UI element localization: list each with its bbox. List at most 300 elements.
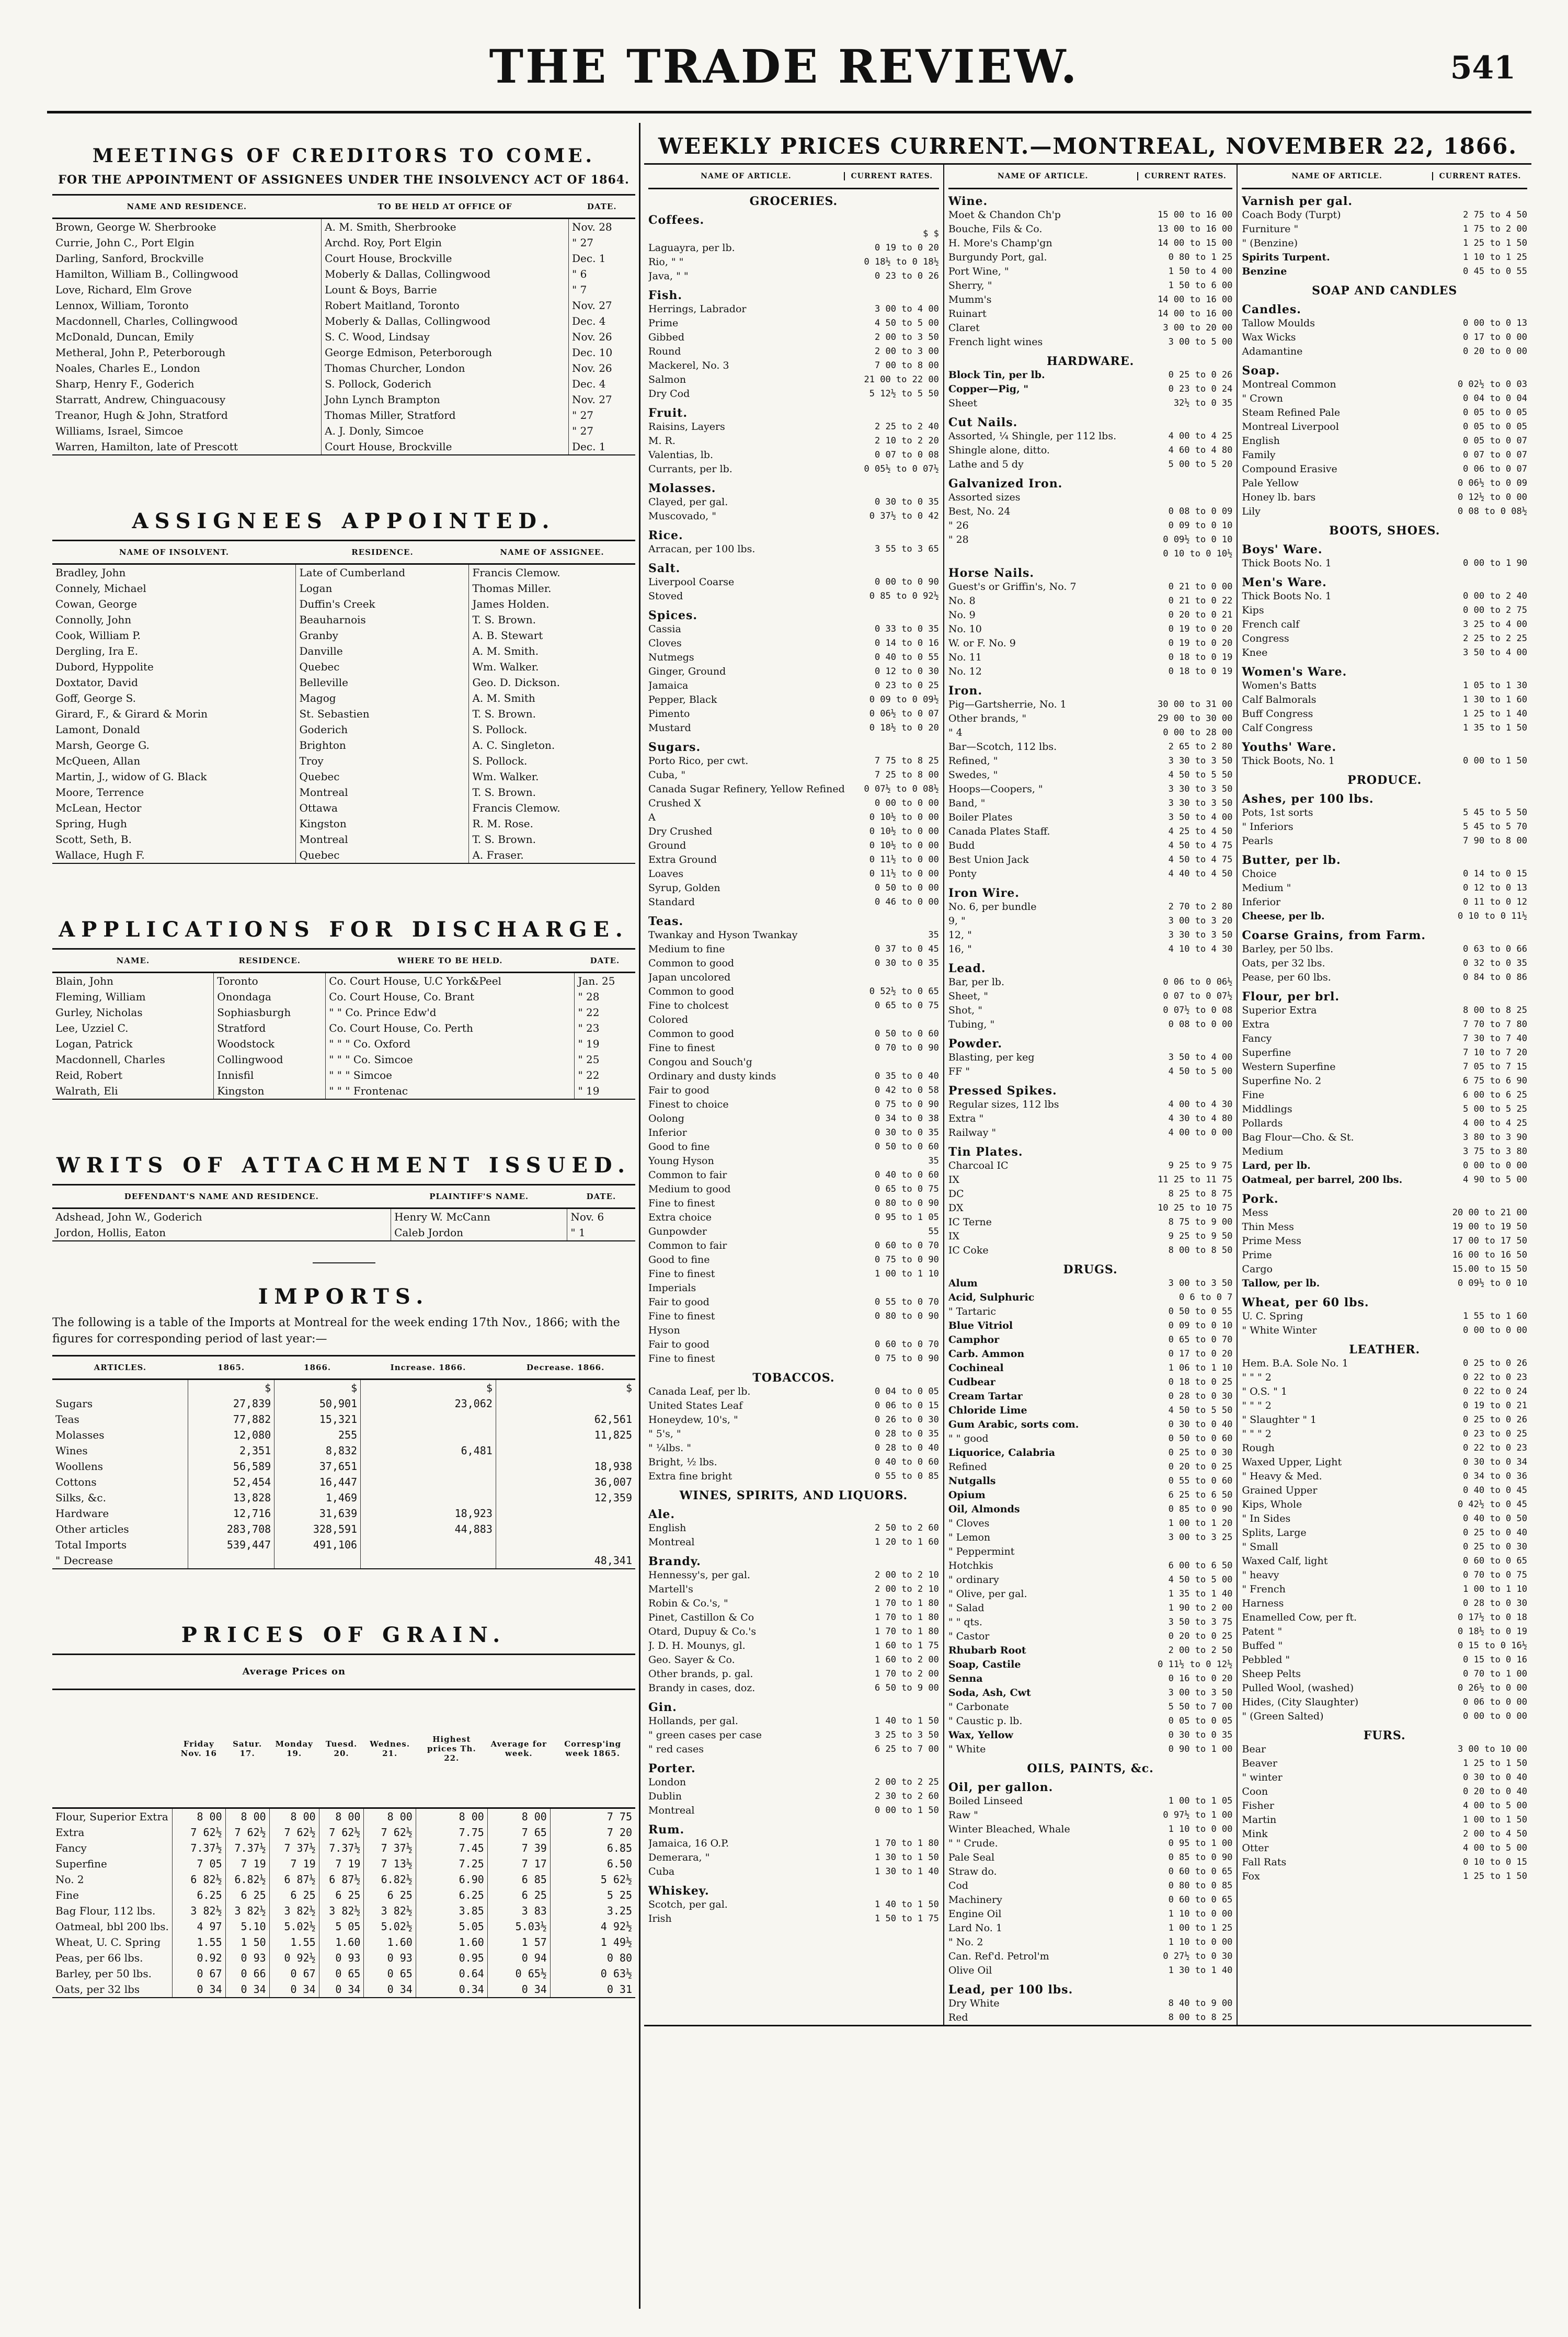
article-name: Inferior [1242, 896, 1281, 908]
price-row [648, 1898, 939, 1912]
price-row [948, 1672, 1233, 1686]
article-rate: 0 09½ to 0 10 [1163, 534, 1233, 545]
article-rate: 0 40 to 0 55 [874, 652, 939, 663]
article-rate: 32½ to 0 35 [1173, 398, 1233, 408]
row-label: Dergling, Ira E. [52, 643, 296, 659]
article-rate: 1 60 to 1 75 [874, 1640, 939, 1651]
article-name: " 28 [948, 534, 969, 545]
category-heading: Coarse Grains, from Farm. [1242, 929, 1426, 942]
price-row [1242, 895, 1527, 909]
article-rate: 3 50 to 4 00 [1463, 647, 1527, 658]
row-label: Blain, John [52, 973, 214, 989]
article-rate: 0 18½ to 0 20 [869, 723, 939, 733]
price-row [1242, 330, 1527, 345]
table-cell: Nov. 6 [570, 1211, 604, 1223]
table-row [52, 266, 635, 282]
row-label: Bradley, John [52, 564, 296, 581]
article-name: Harness [1242, 1598, 1284, 1609]
price-row [1242, 1625, 1527, 1639]
article-rate: 3 00 to 3 50 [1168, 1688, 1233, 1698]
price-row [948, 989, 1233, 1004]
table-cell: 18,938 [594, 1460, 632, 1473]
article-name: Bar—Scotch, 112 lbs. [948, 741, 1057, 753]
table-row [52, 1887, 635, 1903]
article-rate: 1 30 to 1 40 [1168, 1965, 1233, 1976]
article-name: " Olive, per gal. [948, 1588, 1027, 1600]
column-header: DATE. [575, 949, 635, 973]
article-name: London [648, 1776, 686, 1788]
table-cell: 8 00 [364, 1808, 416, 1825]
table-cell: 7 37½ [269, 1840, 319, 1856]
article-name: No. 8 [948, 595, 976, 607]
article-rate: 8 00 to 8 25 [1463, 1005, 1527, 1016]
article-name: " Cloves [948, 1518, 990, 1529]
article-rate: 0 17 to 0 00 [1463, 332, 1527, 343]
table-row [52, 564, 635, 581]
article-rate: 6 00 to 6 25 [1463, 1090, 1527, 1100]
table-cell: 0 31 [550, 1981, 635, 1998]
article-name: Chloride Lime [948, 1405, 1027, 1416]
article-rate: 0 30 to 0 35 [1168, 1730, 1233, 1740]
column-header: Tuesd. 20. [319, 1689, 364, 1808]
price-row [648, 999, 939, 1013]
table-cell: 8 00 [225, 1808, 269, 1825]
writs-title: WRITS OF ATTACHMENT ISSUED. [56, 1153, 632, 1178]
table-cell: 0 93 [225, 1950, 269, 1966]
price-row [648, 1084, 939, 1098]
price-row [648, 1625, 939, 1639]
price-row [1242, 1813, 1527, 1827]
table-cell: 12,359 [594, 1491, 632, 1504]
article-name: Crushed X [648, 797, 701, 809]
article-rate: 0 28 to 0 35 [874, 1429, 939, 1439]
price-row [948, 839, 1233, 853]
price-row [1242, 618, 1527, 632]
article-rate: 1 40 to 1 50 [874, 1899, 939, 1910]
table-row [52, 1966, 635, 1981]
table-cell: Danville [296, 643, 469, 659]
table-cell: 0 34 [225, 1981, 269, 1998]
table-cell [188, 1553, 274, 1569]
table-cell: 7 19 [269, 1856, 319, 1872]
price-row [648, 1041, 939, 1055]
price-row [948, 1997, 1233, 2011]
table-cell [361, 1458, 496, 1474]
table-cell: 6 25 [487, 1887, 550, 1903]
article-rate: 0 20 to 0 40 [1463, 1786, 1527, 1797]
article-rate: 0 42½ to 0 45 [1457, 1499, 1527, 1510]
article-rate: 0 12½ to 0 00 [1457, 492, 1527, 503]
article-rate: 0 37 to 0 45 [874, 944, 939, 954]
article-name: Bar, per lb. [948, 976, 1004, 988]
price-row [948, 712, 1233, 726]
article-rate: 17 00 to 17 50 [1452, 1236, 1527, 1246]
price-row [1242, 1681, 1527, 1695]
article-name: Soda, Ash, Cwt [948, 1687, 1031, 1698]
article-rate: 0 50 to 0 55 [1168, 1306, 1233, 1317]
article-name: Ordinary and dusty kinds [648, 1070, 776, 1082]
article-name: Blue Vitriol [948, 1320, 1013, 1331]
article-rate: 0 10 to 0 15 [1463, 1857, 1527, 1867]
discharge-table [52, 948, 635, 1100]
price-row [1242, 1131, 1527, 1145]
table-cell: 7.37½ [172, 1840, 225, 1856]
price-row [1242, 1234, 1527, 1248]
article-name: Sheep Pelts [1242, 1668, 1301, 1680]
row-label: Sharp, Henry F., Goderich [52, 376, 322, 392]
table-cell: 4 97 [172, 1919, 225, 1934]
row-label: Fancy [52, 1840, 172, 1856]
table-cell: Beauharnois [296, 612, 469, 628]
article-name: Common to good [648, 1028, 735, 1040]
table-cell: 7 13½ [364, 1856, 416, 1872]
price-row [948, 1159, 1233, 1173]
article-rate: 0 06 to 0 06½ [1163, 977, 1233, 987]
article-rate: 1 25 to 1 50 [1463, 238, 1527, 248]
table-cell: 7.25 [416, 1856, 487, 1872]
price-row [948, 1893, 1233, 1907]
article-rate: 0 09 to 0 10 [1168, 520, 1233, 531]
article-rate: 7 30 to 7 40 [1463, 1033, 1527, 1044]
article-rate: 0 12 to 0 30 [874, 666, 939, 677]
row-label: Lennox, William, Toronto [52, 298, 322, 313]
article-name: " 5's, " [648, 1428, 681, 1440]
category-heading: Women's Ware. [1242, 665, 1347, 679]
article-rate: 8 75 to 9 00 [1168, 1217, 1233, 1227]
article-name: Medium to fine [648, 943, 725, 955]
table-cell: 7 62½ [319, 1825, 364, 1840]
article-rate: 21 00 to 22 00 [864, 374, 939, 385]
price-row [648, 1469, 939, 1484]
price-row [648, 1309, 939, 1324]
price-row [948, 1935, 1233, 1950]
price-row [948, 1004, 1233, 1018]
article-rate: 1 10 to 0 00 [1168, 1824, 1233, 1834]
category-heading: Youths' Ware. [1242, 740, 1337, 754]
table-cell: 0 65 [364, 1966, 416, 1981]
article-name: Thick Boots No. 1 [1242, 590, 1332, 602]
table-cell: Thomas Miller. [472, 582, 552, 595]
article-name: Muscovado, " [648, 510, 717, 522]
article-rate: 0 52½ to 0 65 [869, 986, 939, 997]
article-rate: 5 45 to 5 70 [1463, 822, 1527, 832]
article-name: Lathe and 5 dy [948, 459, 1024, 470]
article-rate: 0 40 to 0 60 [874, 1170, 939, 1180]
row-label: Dubord, Hyppolite [52, 659, 296, 675]
price-row [1242, 942, 1527, 956]
price-row [948, 1587, 1233, 1601]
article-name: Gibbed [648, 332, 684, 343]
article-name: Montreal [648, 1805, 695, 1816]
table-cell: Nov. 26 [572, 330, 612, 343]
price-row [948, 651, 1233, 665]
prices-column-header [648, 165, 939, 189]
table-cell: Caleb Jordon [391, 1225, 567, 1241]
row-label: Noales, Charles E., London [52, 360, 322, 376]
price-row [648, 754, 939, 768]
article-name: " 4 [948, 727, 963, 738]
rates-header: CURRENT RATES. [844, 172, 939, 180]
article-rate: 1 00 to 1 10 [1463, 1584, 1527, 1594]
article-name: Montreal Liverpool [1242, 421, 1339, 432]
price-row [1242, 632, 1527, 646]
column-header: DATE. [569, 195, 635, 219]
price-row [648, 707, 939, 721]
price-row [948, 608, 1233, 622]
prices-column [644, 165, 944, 2025]
article-name: Fair to good [648, 1085, 709, 1096]
price-row [1242, 556, 1527, 571]
article-name: Sheet [948, 397, 978, 409]
rates-header: CURRENT RATES. [1137, 172, 1232, 180]
price-row [648, 1535, 939, 1549]
category-heading: Porter. [648, 1762, 696, 1775]
article-rate: 30 00 to 31 00 [1158, 699, 1233, 710]
article-name: Oatmeal, per barrel, 200 lbs. [1242, 1174, 1403, 1185]
table-row [52, 659, 635, 675]
table-cell: 0 92½ [269, 1950, 319, 1966]
table-row [52, 1840, 635, 1856]
article-name: Demerara, " [648, 1852, 710, 1863]
table-row [52, 1474, 635, 1490]
table-cell: Belleville [296, 675, 469, 690]
article-rate: 0 14 to 0 15 [1463, 869, 1527, 879]
table-cell: Nov. 27 [572, 299, 612, 312]
price-row [1242, 462, 1527, 476]
article-rate: 0 20 to 0 25 [1168, 1462, 1233, 1472]
article-name: No. 10 [948, 623, 982, 635]
article-name: Bag Flour—Cho. & St. [1242, 1132, 1354, 1143]
table-cell: 7 19 [319, 1856, 364, 1872]
article-rate: 4 00 to 0 00 [1168, 1127, 1233, 1138]
article-rate: 0 05 to 0 05 [1463, 421, 1527, 432]
price-row [648, 1597, 939, 1611]
price-row [648, 928, 939, 942]
table-row [52, 1950, 635, 1966]
table-cell: " " Co. Prince Edw'd [326, 1005, 575, 1020]
price-row [1242, 1399, 1527, 1413]
row-label: Warren, Hamilton, late of Prescott [52, 439, 322, 455]
price-row [648, 636, 939, 651]
article-rate: 0 05 to 0 07 [1463, 436, 1527, 446]
article-rate: 2 70 to 2 80 [1168, 902, 1233, 912]
article-name: Inferior [648, 1127, 687, 1138]
article-rate: 0 20 to 0 21 [1168, 610, 1233, 620]
article-name: IX [948, 1230, 959, 1242]
article-rate: 0 23 to 0 25 [1463, 1429, 1527, 1439]
article-rate: 4 30 to 4 80 [1168, 1113, 1233, 1124]
article-name: Scotch, per gal. [648, 1899, 728, 1910]
table-row [52, 439, 635, 455]
price-row [1242, 1116, 1527, 1131]
table-cell: Logan [296, 580, 469, 596]
table-cell: " 27 [572, 409, 594, 421]
table-cell: 283,708 [188, 1521, 274, 1537]
price-row [948, 1065, 1233, 1079]
table-cell: " 28 [578, 990, 600, 1003]
article-name: Beaver [1242, 1758, 1278, 1769]
article-name: " Peppermint [948, 1546, 1015, 1557]
price-row [648, 387, 939, 401]
table-cell: 3.85 [416, 1903, 487, 1919]
article-rate: 0 25 to 0 40 [1463, 1527, 1527, 1538]
article-rate: 2 00 to 3 00 [874, 346, 939, 357]
article-rate: 0 10½ to 0 00 [869, 840, 939, 851]
price-row [948, 740, 1233, 754]
article-rate: 0 19 to 0 20 [874, 243, 939, 253]
table-cell: 7 39 [487, 1840, 550, 1856]
table-cell: 6.82½ [225, 1872, 269, 1887]
category-heading: Iron. [948, 684, 983, 698]
price-row [1242, 1356, 1527, 1371]
article-rate [845, 1055, 939, 1069]
article-rate: 0 04 to 0 05 [874, 1386, 939, 1397]
price-row [948, 726, 1233, 740]
unit-cell: $ [188, 1379, 274, 1396]
article-rate: 1 70 to 1 80 [874, 1598, 939, 1609]
price-row [1242, 589, 1527, 603]
price-row [1242, 476, 1527, 491]
article-rate: 0 40 to 0 45 [1463, 1485, 1527, 1496]
article-rate: 0 25 to 0 30 [1168, 1447, 1233, 1458]
article-name: Wax, Yellow [948, 1729, 1013, 1741]
row-label: Macdonnell, Charles [52, 1052, 214, 1067]
table-row [52, 250, 635, 266]
article-header: NAME OF ARTICLE. [701, 172, 792, 180]
price-row [648, 867, 939, 881]
article-name: Copper—Pig, " [948, 383, 1029, 395]
article-name: Pulled Wool, (washed) [1242, 1682, 1354, 1694]
row-label: Silks, &c. [52, 1490, 188, 1506]
price-row [648, 1865, 939, 1879]
table-cell: " " " Frontenac [326, 1083, 575, 1099]
price-row [648, 1728, 939, 1742]
article-rate: 0 11½ to 0 12½ [1158, 1659, 1233, 1670]
article-rate: 0 60 to 0 65 [1168, 1866, 1233, 1877]
table-cell: Quebec [296, 769, 469, 784]
price-row [948, 519, 1233, 533]
table-cell: A. Fraser. [469, 847, 635, 863]
price-row [1242, 222, 1527, 236]
table-cell: Dec. 4 [572, 315, 606, 327]
article-rate [1138, 1545, 1232, 1559]
column-divider [639, 123, 640, 2309]
price-row [648, 1112, 939, 1126]
article-name: Ginger, Ground [648, 666, 726, 677]
table-cell: Geo. D. Dickson. [472, 676, 560, 689]
category-heading: LEATHER. [1349, 1343, 1421, 1356]
row-label: Connely, Michael [52, 580, 296, 596]
price-row [648, 1385, 939, 1399]
article-name: Best Union Jack [948, 854, 1029, 865]
table-cell: 1.60 [416, 1934, 487, 1950]
article-rate: 4 00 to 4 25 [1168, 431, 1233, 441]
article-name: Lily [1242, 506, 1261, 517]
price-row [948, 321, 1233, 335]
row-label: Walrath, Eli [52, 1083, 214, 1099]
table-cell: 6.25 [416, 1887, 487, 1903]
article-rate: 7 75 to 8 25 [874, 756, 939, 766]
article-rate: 0 07 to 0 07 [1463, 450, 1527, 460]
column-header: 1866. [274, 1355, 361, 1379]
table-row [52, 643, 635, 659]
article-rate: 0 35 to 0 40 [874, 1071, 939, 1081]
price-row [648, 622, 939, 636]
row-label: Starratt, Andrew, Chinguacousy [52, 392, 322, 407]
table-row [52, 816, 635, 831]
article-name: Laguayra, per lb. [648, 242, 735, 254]
price-row [1242, 316, 1527, 330]
article-name: Burgundy Port, gal. [948, 252, 1047, 263]
article-name: Red [948, 2012, 968, 2023]
category-heading: Varnish per gal. [1242, 195, 1353, 208]
table-cell: 0 67 [269, 1966, 319, 1981]
article-rate: 5 00 to 5 25 [1463, 1104, 1527, 1114]
row-label: McDonald, Duncan, Emily [52, 329, 322, 345]
article-name: Thick Boots, No. 1 [1242, 755, 1335, 767]
article-rate: 0 08 to 0 09 [1168, 506, 1233, 517]
table-cell: 0 63½ [600, 1967, 632, 1980]
price-row [948, 636, 1233, 651]
article-name: " Salad [948, 1602, 985, 1614]
right-column [644, 133, 1531, 2288]
article-name: Buff Congress [1242, 708, 1313, 720]
article-rate: 0 50 to 0 60 [874, 1142, 939, 1152]
table-cell: 6.50 [606, 1857, 632, 1870]
article-rate: 0 18½ to 0 19 [1457, 1626, 1527, 1637]
article-name: Ground [648, 840, 686, 851]
article-name: Java, " " [648, 270, 689, 282]
article-name: Montreal Common [1242, 379, 1336, 390]
table-cell: S. Pollock. [472, 755, 528, 767]
article-name: Herrings, Labrador [648, 303, 747, 315]
article-name: Medium [1242, 1146, 1284, 1157]
price-row [648, 1168, 939, 1182]
article-name: " Tartaric [948, 1306, 996, 1317]
meetings-title: MEETINGS OF CREDITORS TO COME. [92, 145, 596, 167]
article-rate: 3 50 to 4 00 [1168, 812, 1233, 823]
price-row [648, 420, 939, 434]
article-rate: 4 00 to 4 30 [1168, 1099, 1233, 1110]
table-cell: 1.55 [269, 1934, 319, 1950]
article-rate: 0 65 to 0 75 [874, 1000, 939, 1011]
article-rate: 1 00 to 1 10 [874, 1269, 939, 1279]
column-header: TO BE HELD AT OFFICE OF [322, 195, 569, 219]
price-row [648, 811, 939, 825]
article-name: IC Terne [948, 1216, 992, 1228]
unit-cell [52, 1379, 188, 1396]
article-name: Other brands, p. gal. [648, 1668, 753, 1680]
price-row [1242, 448, 1527, 462]
article-rate: 4 50 to 5 00 [874, 318, 939, 328]
article-name: Senna [948, 1673, 983, 1684]
table-cell: " " " Co. Simcoe [326, 1052, 575, 1067]
article-name: Prime Mess [1242, 1235, 1301, 1247]
article-rate: 0 15 to 0 16½ [1457, 1640, 1527, 1651]
article-rate: 0 21 to 0 00 [1168, 582, 1233, 592]
table-cell: Kingston [296, 816, 469, 831]
article-rate: 0 37½ to 0 42 [869, 511, 939, 521]
category-heading: Spices. [648, 609, 698, 622]
article-name: Currants, per lb. [648, 463, 733, 475]
article-rate: 3 50 to 3 75 [1168, 1617, 1233, 1627]
article-name: Extra fine bright [648, 1470, 733, 1482]
price-row [948, 1389, 1233, 1404]
article-name: Medium to good [648, 1183, 731, 1195]
row-label: Moore, Terrence [52, 784, 296, 800]
article-rate: 0 30 to 0 35 [874, 1127, 939, 1138]
article-rate: 5 50 to 7 00 [1168, 1702, 1233, 1712]
